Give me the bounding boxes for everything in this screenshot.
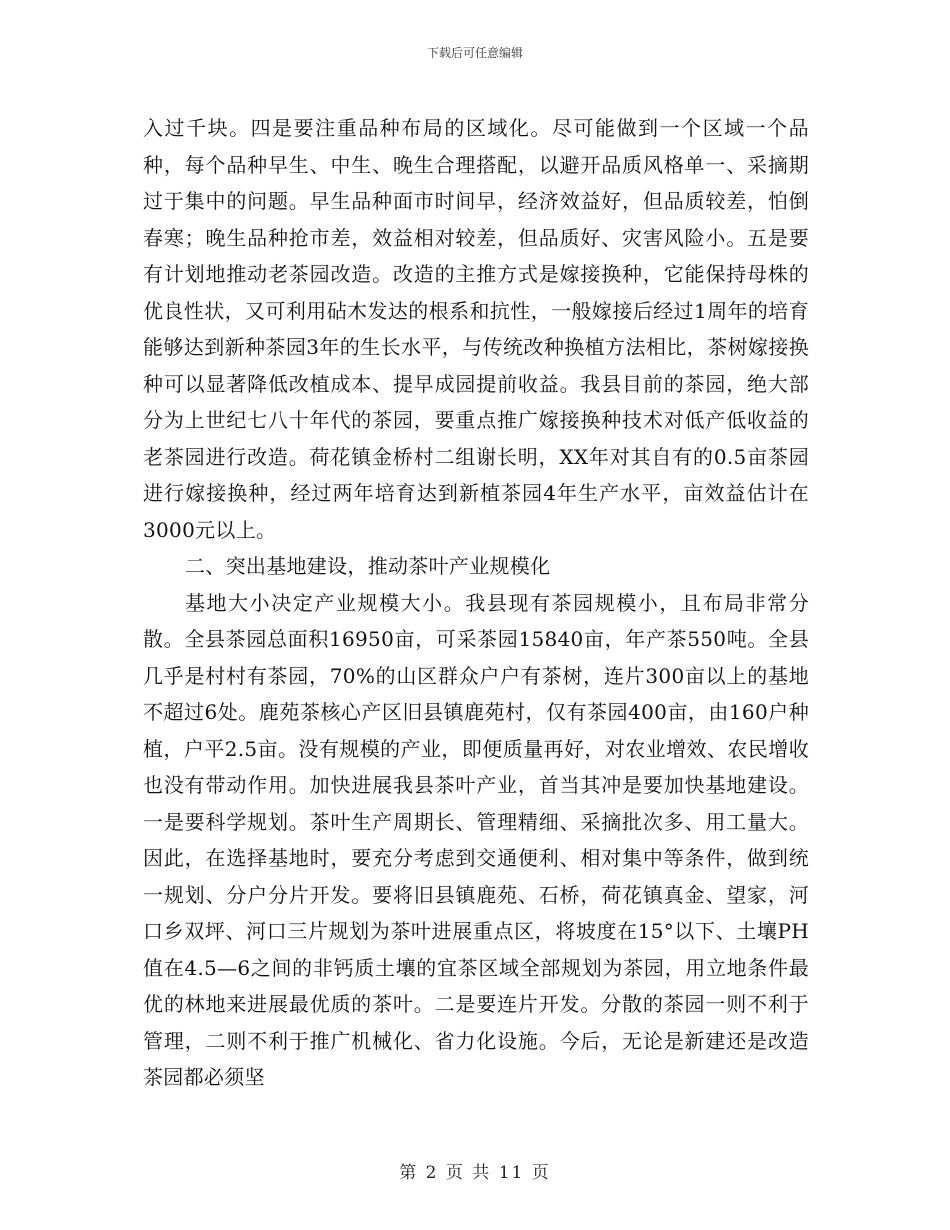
document-body xyxy=(143,110,809,1096)
paragraph: 基地大小决定产业规模大小。我县现有茶园规模小，且布局非常分散。全县茶园总面积16950亩，可采茶园15840亩，年产茶550吨。全县几乎是村村有茶园，70%的山区群众户户有茶树，连片300亩以上的基地不超过6处。鹿苑茶核心产区旧县镇鹿苑村，仅有茶园400亩，由160户种植，户平2.5亩。没有规模的产业，即便质量再好，对农业增效、农民增收也没有带动作用。加快进展我县茶叶产业，首当其冲是要加快基地建设。一是要科学规划。茶叶生产周期长、管理精细、采摘批次多、用工量大。因此，在选择基地时，要充分考虑到交通便利、相对集中等条件，做到统一规划、分户分片开发。要将旧县镇鹿苑、石桥，荷花镇真金、望家，河口乡双坪、河口三片规划为茶叶进展重点区，将坡度在15°以下、土壤PH值在4.5—6之间的非钙质土壤的宜茶区域全部规划为茶园，用立地条件最优的林地来进展最优质的茶叶。二是要连片开发。分散的茶园一则不利于管理，二则不利于推广机械化、省力化设施。今后，无论是新建还是改造茶园都必须坚 xyxy=(143,590,809,1089)
section-heading: 二、突出基地建设，推动茶叶产业规模化 xyxy=(185,554,551,578)
page-number: 第 2 页 共 11 页 xyxy=(399,1163,551,1183)
paragraph-continued: 入过千块。四是要注重品种布局的区域化。尽可能做到一个区域一个品种，每个品种早生、中生、晚生合理搭配，以避开品质风格单一、采摘期过于集中的问题。早生品种面市时间早，经济效益好，但品质较差，怕倒春寒；晚生品种抢市差，效益相对较差，但品质好、灾害风险小。五是要有计划地推动老茶园改造。改造的主推方式是嫁接换种，它能保持母株的优良性状，又可利用砧木发达的根系和抗性，一般嫁接后经过1周年的培育能够达到新种茶园3年的生长水平，与传统改种换植方法相比，茶树嫁接换种可以显著降低改植成本、提早成园提前收益。我县目前的茶园，绝大部分为上世纪七八十年代的茶园，要重点推广嫁接换种技术对低产低收益的老茶园进行改造。荷花镇金桥村二组谢长明，XX年对其自有的0.5亩茶园进行嫁接换种，经过两年培育达到新植茶园4年生产水平，亩效益估计在3000元以上。 xyxy=(143,116,809,542)
page-header-note: 下载后可任意编辑 xyxy=(426,46,523,60)
